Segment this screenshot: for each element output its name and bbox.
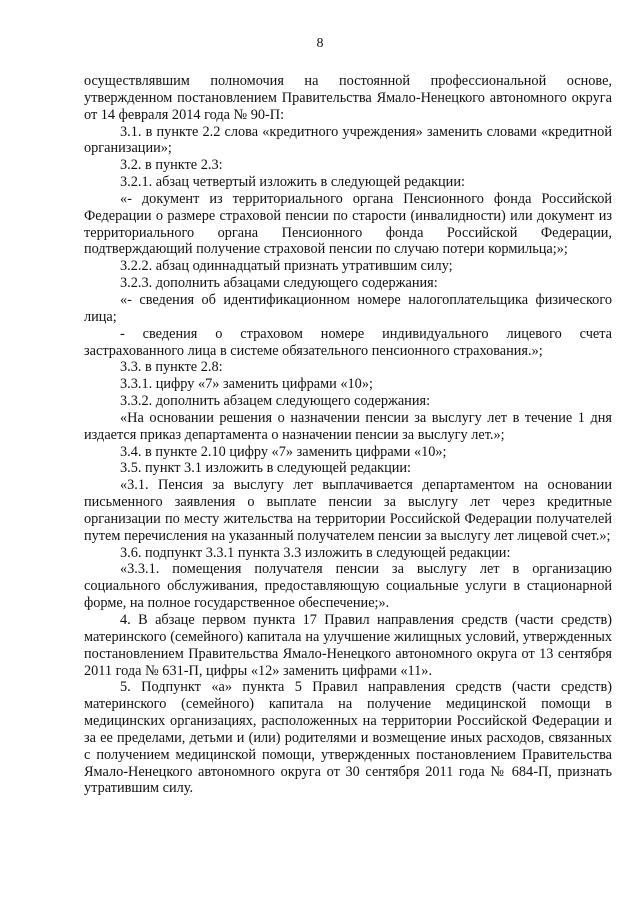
paragraph-11: 3.3.1. цифру «7» заменить цифрами «10»; [120, 376, 373, 393]
paragraph-10: 3.3. в пункте 2.8: [120, 359, 223, 376]
paragraph-2: 3.1. в пункте 2.2 слова «кредитного учреждения» заменить словами «кредитной организации»; [84, 123, 612, 157]
paragraph-16: «3.1. Пенсия за выслугу лет выплачивается департаментом на основании письменного заявления о выплате пенсии за выслугу лет через кредитные организации по месту жительства на территории Российской Федерации получателей путем перечисления на указанный получателем пенсии за выслугу лет лицевой счет.»; [84, 477, 612, 544]
paragraph-15: 3.5. пункт 3.1 изложить в следующей редакции: [120, 460, 412, 477]
paragraph-6: 3.2.2. абзац одиннадцатый признать утратившим силу; [120, 258, 453, 275]
paragraph-4: 3.2.1. абзац четвертый изложить в следующей редакции: [120, 174, 465, 191]
paragraph-19: 4. В абзаце первом пункта 17 Правил направления средств (части средств) материнского (семейного) капитала на улучшение жилищных условий, утвержденных постановлением Правительства Ямало-Ненецкого автономного округа от 13 сентября 2011 года № 631-П, цифры «12» заменить цифрами «11». [84, 612, 612, 679]
paragraph-5: «- документ из территориального органа Пенсионного фонда Российской Федерации о размере страховой пенсии по старости (инвалидности) или документ из территориального органа Пенсионного фонда Российской Федерации, подтверждающий получение страховой пенсии по случаю потери кормильца;»; [84, 190, 612, 258]
paragraph-20: 5. Подпункт «а» пункта 5 Правил направления средств (части средств) материнского (семейного) капитала на получение медицинской помощи в медицинских организациях, расположенных на территории Российской Федерации и за ее пределами, детьми и (или) родителями и возмещение иных расходов, связанных с получением медицинской помощи, утвержденных постановлением Правительства Ямало-Ненецкого автономного округа от 30 сентября 2011 года № 684-П, признать утратившим силу. [84, 679, 612, 797]
paragraph-1: осуществлявшим полномочия на постоянной профессиональной основе, утвержденном постановлением Правительства Ямало-Ненецкого автономного округа от 14 февраля 2014 года № 90-П: [84, 73, 612, 123]
paragraph-3: 3.2. в пункте 2.3: [120, 157, 223, 174]
page-number: 8 [316, 36, 324, 51]
paragraph-14: 3.4. в пункте 2.10 цифру «7» заменить цифрами «10»; [120, 443, 447, 460]
paragraph-8: «- сведения об идентификационном номере налогоплательщика физического лица; [84, 291, 612, 325]
paragraph-17: 3.6. подпункт 3.3.1 пункта 3.3 изложить в следующей редакции: [120, 544, 511, 561]
paragraph-12: 3.3.2. дополнить абзацем следующего содержания: [120, 393, 431, 410]
paragraph-9: - сведения о страховом номере индивидуального лицевого счета застрахованного лица в системе обязательного пенсионного страхования.»; [84, 325, 612, 359]
paragraph-7: 3.2.3. дополнить абзацами следующего содержания: [120, 275, 438, 292]
document-body [84, 73, 612, 797]
paragraph-13: «На основании решения о назначении пенсии за выслугу лет в течение 1 дня издается приказ департамента о назначении пенсии за выслугу лет.»; [84, 409, 612, 443]
paragraph-18: «3.3.1. помещения получателя пенсии за выслугу лет в организацию социального обслуживания, предоставляющую социальные услуги в стационарной форме, на полное государственное обеспечение;». [84, 561, 612, 612]
